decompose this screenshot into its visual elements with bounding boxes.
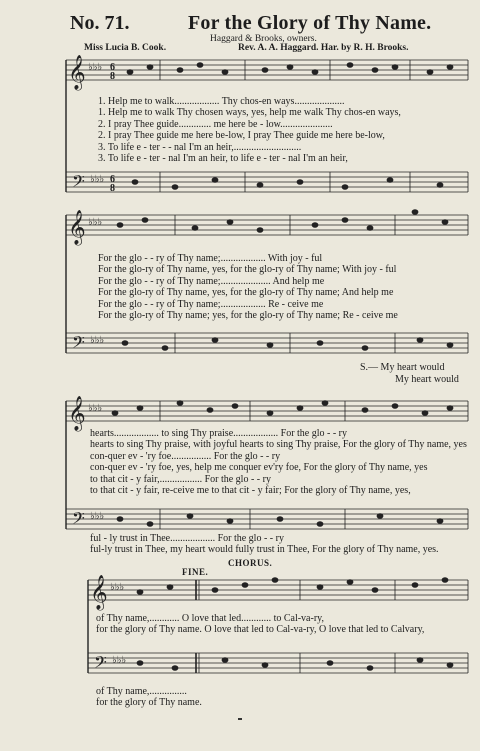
svg-text:𝄢: 𝄢 bbox=[72, 508, 85, 532]
lyric-line: For the glo - - ry of Thy name;.................... And help me bbox=[98, 275, 325, 287]
svg-text:8: 8 bbox=[110, 71, 115, 82]
verse-lyrics-1 bbox=[98, 96, 401, 164]
lyric-line: con-quer ev - 'ry foe................ For the glo - - ry bbox=[90, 450, 281, 462]
svg-text:𝄞: 𝄞 bbox=[68, 55, 86, 90]
solo-cue: S.— My heart would bbox=[360, 362, 445, 373]
svg-text:♭♭♭: ♭♭♭ bbox=[88, 403, 103, 414]
hymn-number: No. 71. bbox=[70, 12, 130, 34]
page-mark bbox=[238, 718, 242, 720]
lyric-line: 2. I pray Thee guide............. me here be - low..................... bbox=[98, 118, 333, 130]
chorus-lyrics bbox=[96, 613, 424, 636]
svg-text:♭♭♭: ♭♭♭ bbox=[112, 655, 127, 666]
svg-text:6: 6 bbox=[110, 174, 115, 185]
svg-text:8: 8 bbox=[110, 183, 115, 194]
hymn-title: For the Glory of Thy Name. bbox=[188, 12, 432, 34]
bass-lyrics-3 bbox=[90, 533, 439, 556]
lyric-line: 2. I pray Thee guide me here be-low, I pray Thee guide me here be-low, bbox=[98, 130, 385, 142]
lyric-line: 1. Help me to walk.................. Thy chos-en ways.................... bbox=[98, 96, 345, 107]
lyric-line: for the glory of Thy name. O love that led to Cal-va-ry, O love that led to Calvary, bbox=[96, 624, 425, 636]
lyric-line: For the glo-ry of Thy name; yes, for the glo-ry of Thy name; Re - ceive me bbox=[98, 309, 398, 321]
svg-text:𝄢: 𝄢 bbox=[94, 652, 107, 676]
verse-lyrics-2 bbox=[98, 253, 398, 321]
svg-text:♭♭♭: ♭♭♭ bbox=[90, 335, 105, 346]
svg-text:6: 6 bbox=[110, 62, 115, 73]
svg-text:♭♭♭: ♭♭♭ bbox=[90, 511, 105, 522]
chorus-bass-lyrics bbox=[96, 686, 202, 709]
arranger-credit: Rev. A. A. Haggard. Har. by R. H. Brooks. bbox=[238, 43, 409, 53]
solo-cue-2: My heart would bbox=[395, 374, 459, 385]
lyric-line: For the glo - - ry of Thy name;.................. With joy - ful bbox=[98, 253, 323, 264]
lyric-line: ful - ly trust in Thee.................. For the glo - - ry bbox=[90, 533, 284, 544]
lyric-line: to that cit - y fair, re-ceive me to that cit - y fair; For the glory of Thy name, yes, bbox=[90, 484, 411, 496]
lyric-line: hearts.................. to sing Thy praise.................. For the glo - - ry bbox=[90, 428, 348, 439]
lyric-line: 3. To life e - ter - - nal I'm an heir,........................... bbox=[98, 141, 302, 153]
fine-marking: FINE. bbox=[182, 567, 209, 577]
svg-text:𝄞: 𝄞 bbox=[68, 396, 86, 431]
svg-text:𝄢: 𝄢 bbox=[72, 332, 85, 356]
chorus-label: CHORUS. bbox=[228, 558, 273, 568]
lyric-line: con-quer ev - 'ry foe, yes, help me conquer ev'ry foe, For the glory of Thy name, yes bbox=[90, 462, 428, 474]
lyric-line: of Thy name,............... bbox=[96, 686, 187, 697]
lyric-line: For the glo-ry of Thy name, yes, for the glo-ry of Thy name; With joy - ful bbox=[98, 264, 397, 276]
lyric-line: to that cit - y fair,................. For the glo - - ry bbox=[90, 473, 271, 485]
lyric-line: For the glo - - ry of Thy name;.................. Re - ceive me bbox=[98, 298, 324, 310]
lyric-line: ful-ly trust in Thee, my heart would fully trust in Thee, For the glory of Thy name, yes. bbox=[90, 544, 439, 556]
svg-text:𝄞: 𝄞 bbox=[68, 210, 86, 245]
verse-lyrics-3 bbox=[90, 428, 467, 496]
svg-text:♭♭♭: ♭♭♭ bbox=[88, 217, 103, 228]
lyric-line: of Thy name,............ O love that led............ to Cal-va-ry, bbox=[96, 613, 325, 624]
composer-credit: Miss Lucia B. Cook. bbox=[84, 43, 167, 53]
lyric-line: For the glo-ry of Thy name, yes, for the glo-ry of Thy name; And help me bbox=[98, 287, 394, 299]
svg-text:♭♭♭: ♭♭♭ bbox=[88, 62, 103, 73]
svg-text:𝄞: 𝄞 bbox=[90, 575, 108, 610]
lyric-line: 1. Help me to walk Thy chosen ways, yes, help me walk Thy chos-en ways, bbox=[98, 107, 401, 119]
lyric-line: hearts to sing Thy praise, with joyful hearts to sing Thy praise, For the glory of Thy name, yes bbox=[90, 439, 467, 451]
svg-text:♭♭♭: ♭♭♭ bbox=[110, 582, 125, 593]
owners-credit: Haggard & Brooks, owners. bbox=[210, 34, 317, 44]
lyric-line: for the glory of Thy name. bbox=[96, 697, 202, 709]
lyric-line: 3. To life e - ter - nal I'm an heir, to life e - ter - nal I'm an heir, bbox=[98, 152, 348, 164]
svg-text:𝄢: 𝄢 bbox=[72, 171, 85, 195]
svg-text:♭♭♭: ♭♭♭ bbox=[90, 174, 105, 185]
